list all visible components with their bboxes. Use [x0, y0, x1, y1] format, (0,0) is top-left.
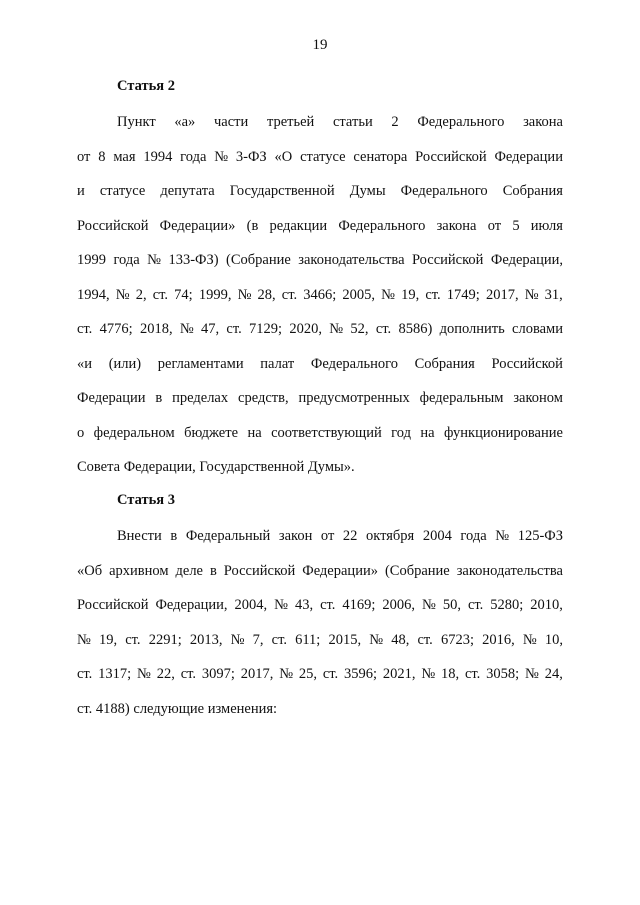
word: 31,	[544, 286, 563, 303]
word: 1999	[77, 252, 106, 268]
word: в	[170, 528, 178, 544]
word: словами	[512, 321, 563, 337]
word: №	[279, 666, 294, 682]
word: «и	[77, 355, 93, 372]
word: год	[391, 424, 411, 441]
word: 1999,	[198, 286, 232, 303]
word: федеральном	[93, 424, 175, 441]
word: 8586)	[398, 321, 433, 337]
text-line	[77, 355, 563, 390]
word: 611;	[295, 631, 321, 648]
word: 2006,	[382, 597, 416, 613]
word: ст.	[226, 321, 242, 337]
word: 18,	[441, 666, 460, 682]
word: Федерального	[310, 355, 398, 372]
word: 24,	[544, 666, 563, 682]
word: законом	[513, 390, 563, 406]
word: о	[77, 424, 85, 441]
word: деле	[175, 562, 203, 579]
word: 125-ФЗ	[517, 528, 563, 544]
word: средств,	[238, 390, 289, 406]
word: 52,	[350, 321, 369, 337]
word: 43,	[294, 597, 314, 613]
word: закона	[436, 217, 477, 234]
word: октября	[366, 528, 415, 544]
word: Федерального	[400, 183, 488, 199]
word: предусмотренных	[298, 390, 410, 406]
word: №	[147, 252, 161, 268]
word: Российской	[223, 562, 296, 579]
word: 1749;	[446, 286, 480, 303]
word: ст.	[77, 321, 93, 337]
word: ст.	[425, 286, 441, 303]
word: 19,	[98, 631, 118, 648]
word: №	[137, 666, 151, 682]
word: от	[320, 528, 335, 544]
word: Федерации,	[490, 252, 563, 268]
word: ст.	[271, 631, 287, 648]
word: палат	[260, 355, 295, 372]
word: 19,	[401, 286, 420, 303]
word: 1994	[143, 148, 173, 165]
word: 6723;	[440, 631, 474, 648]
word: №	[421, 666, 436, 682]
word: 2004,	[234, 597, 268, 613]
word: 2020,	[289, 321, 322, 337]
word: «О	[274, 148, 293, 165]
word: 22,	[156, 666, 175, 682]
word: Федерации»	[159, 217, 236, 234]
word: Российской	[415, 148, 487, 165]
word: федеральным	[419, 390, 504, 406]
word: 7129;	[249, 321, 283, 337]
word: №	[115, 286, 130, 303]
word: 10,	[544, 631, 563, 648]
word: 3097;	[201, 666, 235, 682]
word: №	[369, 631, 384, 648]
word: третьей	[266, 114, 315, 130]
word: 3596;	[344, 666, 378, 682]
word: в	[209, 562, 217, 579]
word: 25,	[298, 666, 317, 682]
word: «а»	[174, 114, 196, 130]
word: статусе	[300, 148, 346, 165]
word: года	[460, 528, 487, 544]
word: статусе	[99, 183, 146, 199]
article-2-heading: Статья 2	[117, 78, 175, 94]
word: Федерации	[77, 390, 146, 406]
word: соответствующий	[271, 424, 382, 441]
word: Думы	[349, 183, 386, 199]
word: 74;	[174, 286, 193, 303]
word: 133-ФЗ)	[168, 252, 219, 268]
word: 22	[342, 528, 358, 544]
word: 4776;	[99, 321, 133, 337]
word: в	[155, 390, 163, 406]
word: пределах	[172, 390, 229, 406]
word: ст.	[322, 666, 339, 682]
word: 2017,	[240, 666, 274, 682]
word: ст.	[417, 631, 433, 648]
word: Федерации,	[155, 597, 228, 613]
word: и	[77, 183, 85, 199]
article-3-heading: Статья 3	[117, 492, 175, 508]
word: ст.	[375, 321, 392, 337]
word: регламентами	[157, 355, 244, 372]
page-number: 19	[312, 37, 328, 53]
word: №	[522, 631, 537, 648]
word: (в	[246, 217, 259, 234]
text-line	[77, 527, 563, 562]
word: 2017,	[485, 286, 519, 303]
word: Российской	[77, 597, 149, 613]
word: редакции	[269, 217, 328, 234]
text-line	[77, 217, 563, 252]
word: 7,	[252, 631, 264, 648]
word: №	[214, 148, 229, 165]
word: ст.	[77, 666, 93, 682]
word: ст.	[180, 666, 196, 682]
word: июля	[530, 217, 563, 234]
article-3-paragraph	[77, 527, 563, 734]
word: мая	[113, 148, 136, 165]
word: Государственной	[229, 183, 335, 199]
word: 2004	[422, 528, 452, 544]
text-line	[77, 251, 563, 286]
word: на	[247, 424, 262, 441]
word: №	[179, 321, 194, 337]
word: 2005,	[342, 286, 375, 303]
word: 2018,	[139, 321, 173, 337]
word: 3058;	[486, 666, 520, 682]
word: 5	[512, 217, 520, 234]
word: бюджете	[184, 424, 239, 441]
text-line	[77, 596, 563, 631]
word: «Об	[77, 562, 103, 579]
text-line	[77, 562, 563, 597]
word: от	[487, 217, 502, 234]
word: Федерации»	[302, 562, 378, 579]
word: года	[113, 252, 140, 268]
word: депутата	[160, 183, 215, 199]
word: №	[274, 597, 288, 613]
word: закона	[523, 114, 563, 130]
word: №	[525, 666, 539, 682]
word: законодательства	[456, 562, 563, 579]
text-line	[77, 286, 563, 321]
word: №	[329, 321, 344, 337]
word: 2013,	[189, 631, 223, 648]
word: Российской	[411, 252, 484, 268]
word: 2010,	[530, 597, 563, 613]
word: архивном	[109, 562, 169, 579]
word: №	[422, 597, 436, 613]
word: дополнить	[439, 321, 505, 337]
word: на	[420, 424, 435, 441]
word: Федерального	[417, 114, 505, 130]
word: №	[381, 286, 395, 303]
text-line-last: ст. 4188) следующие изменения:	[77, 700, 278, 717]
word: 48,	[391, 631, 410, 648]
text-line	[77, 182, 563, 217]
word: Российской	[491, 355, 563, 372]
text-line	[77, 665, 563, 700]
word: 2,	[135, 286, 147, 303]
word: года	[180, 148, 207, 165]
word: ст.	[152, 286, 169, 303]
word: Российской	[77, 217, 149, 234]
text-line	[77, 631, 563, 666]
word: Федеральный	[185, 528, 271, 544]
word: ст.	[467, 597, 484, 613]
word: части	[213, 114, 249, 130]
word: ст.	[465, 666, 481, 682]
word: 2015,	[328, 631, 362, 648]
word: (Собрание	[384, 562, 450, 579]
word: (или)	[108, 355, 142, 372]
word: 2021,	[382, 666, 416, 682]
word: 50,	[442, 597, 461, 613]
word: Федерального	[338, 217, 426, 234]
word: статьи	[332, 114, 373, 130]
word: сенатора	[353, 148, 408, 165]
article-2-paragraph	[77, 113, 563, 493]
word: 4169;	[342, 597, 376, 613]
text-line	[77, 320, 563, 355]
word: Внести	[117, 528, 162, 544]
text-line-last: Совета Федерации, Государственной Думы».	[77, 459, 355, 475]
word: Собрания	[502, 183, 563, 199]
word: ст.	[125, 631, 141, 648]
word: Пункт	[117, 114, 156, 130]
word: от	[77, 148, 91, 165]
word: 1994,	[77, 286, 110, 303]
word: закон	[278, 528, 313, 544]
word: ст.	[320, 597, 336, 613]
word: 3466;	[303, 286, 337, 303]
text-line	[77, 389, 563, 424]
word: функционирование	[444, 424, 563, 441]
word: №	[230, 631, 245, 648]
word: №	[77, 631, 91, 648]
word: 3-ФЗ	[235, 148, 267, 165]
word: Собрания	[414, 355, 475, 372]
word: 1317;	[98, 666, 132, 682]
word: Федерации	[494, 148, 563, 165]
text-line	[77, 113, 563, 148]
word: 2291;	[148, 631, 182, 648]
word: 8	[98, 148, 106, 165]
word: 28,	[257, 286, 276, 303]
word: 47,	[201, 321, 220, 337]
word: 5280;	[490, 597, 524, 613]
word: законодательства	[298, 252, 405, 268]
word: (Собрание	[226, 252, 291, 268]
word: №	[524, 286, 539, 303]
text-line	[77, 424, 563, 459]
word: 2016,	[482, 631, 515, 648]
word: №	[237, 286, 252, 303]
word: 2	[391, 114, 399, 130]
word: ст.	[281, 286, 298, 303]
text-line	[77, 148, 563, 183]
word: №	[495, 528, 510, 544]
